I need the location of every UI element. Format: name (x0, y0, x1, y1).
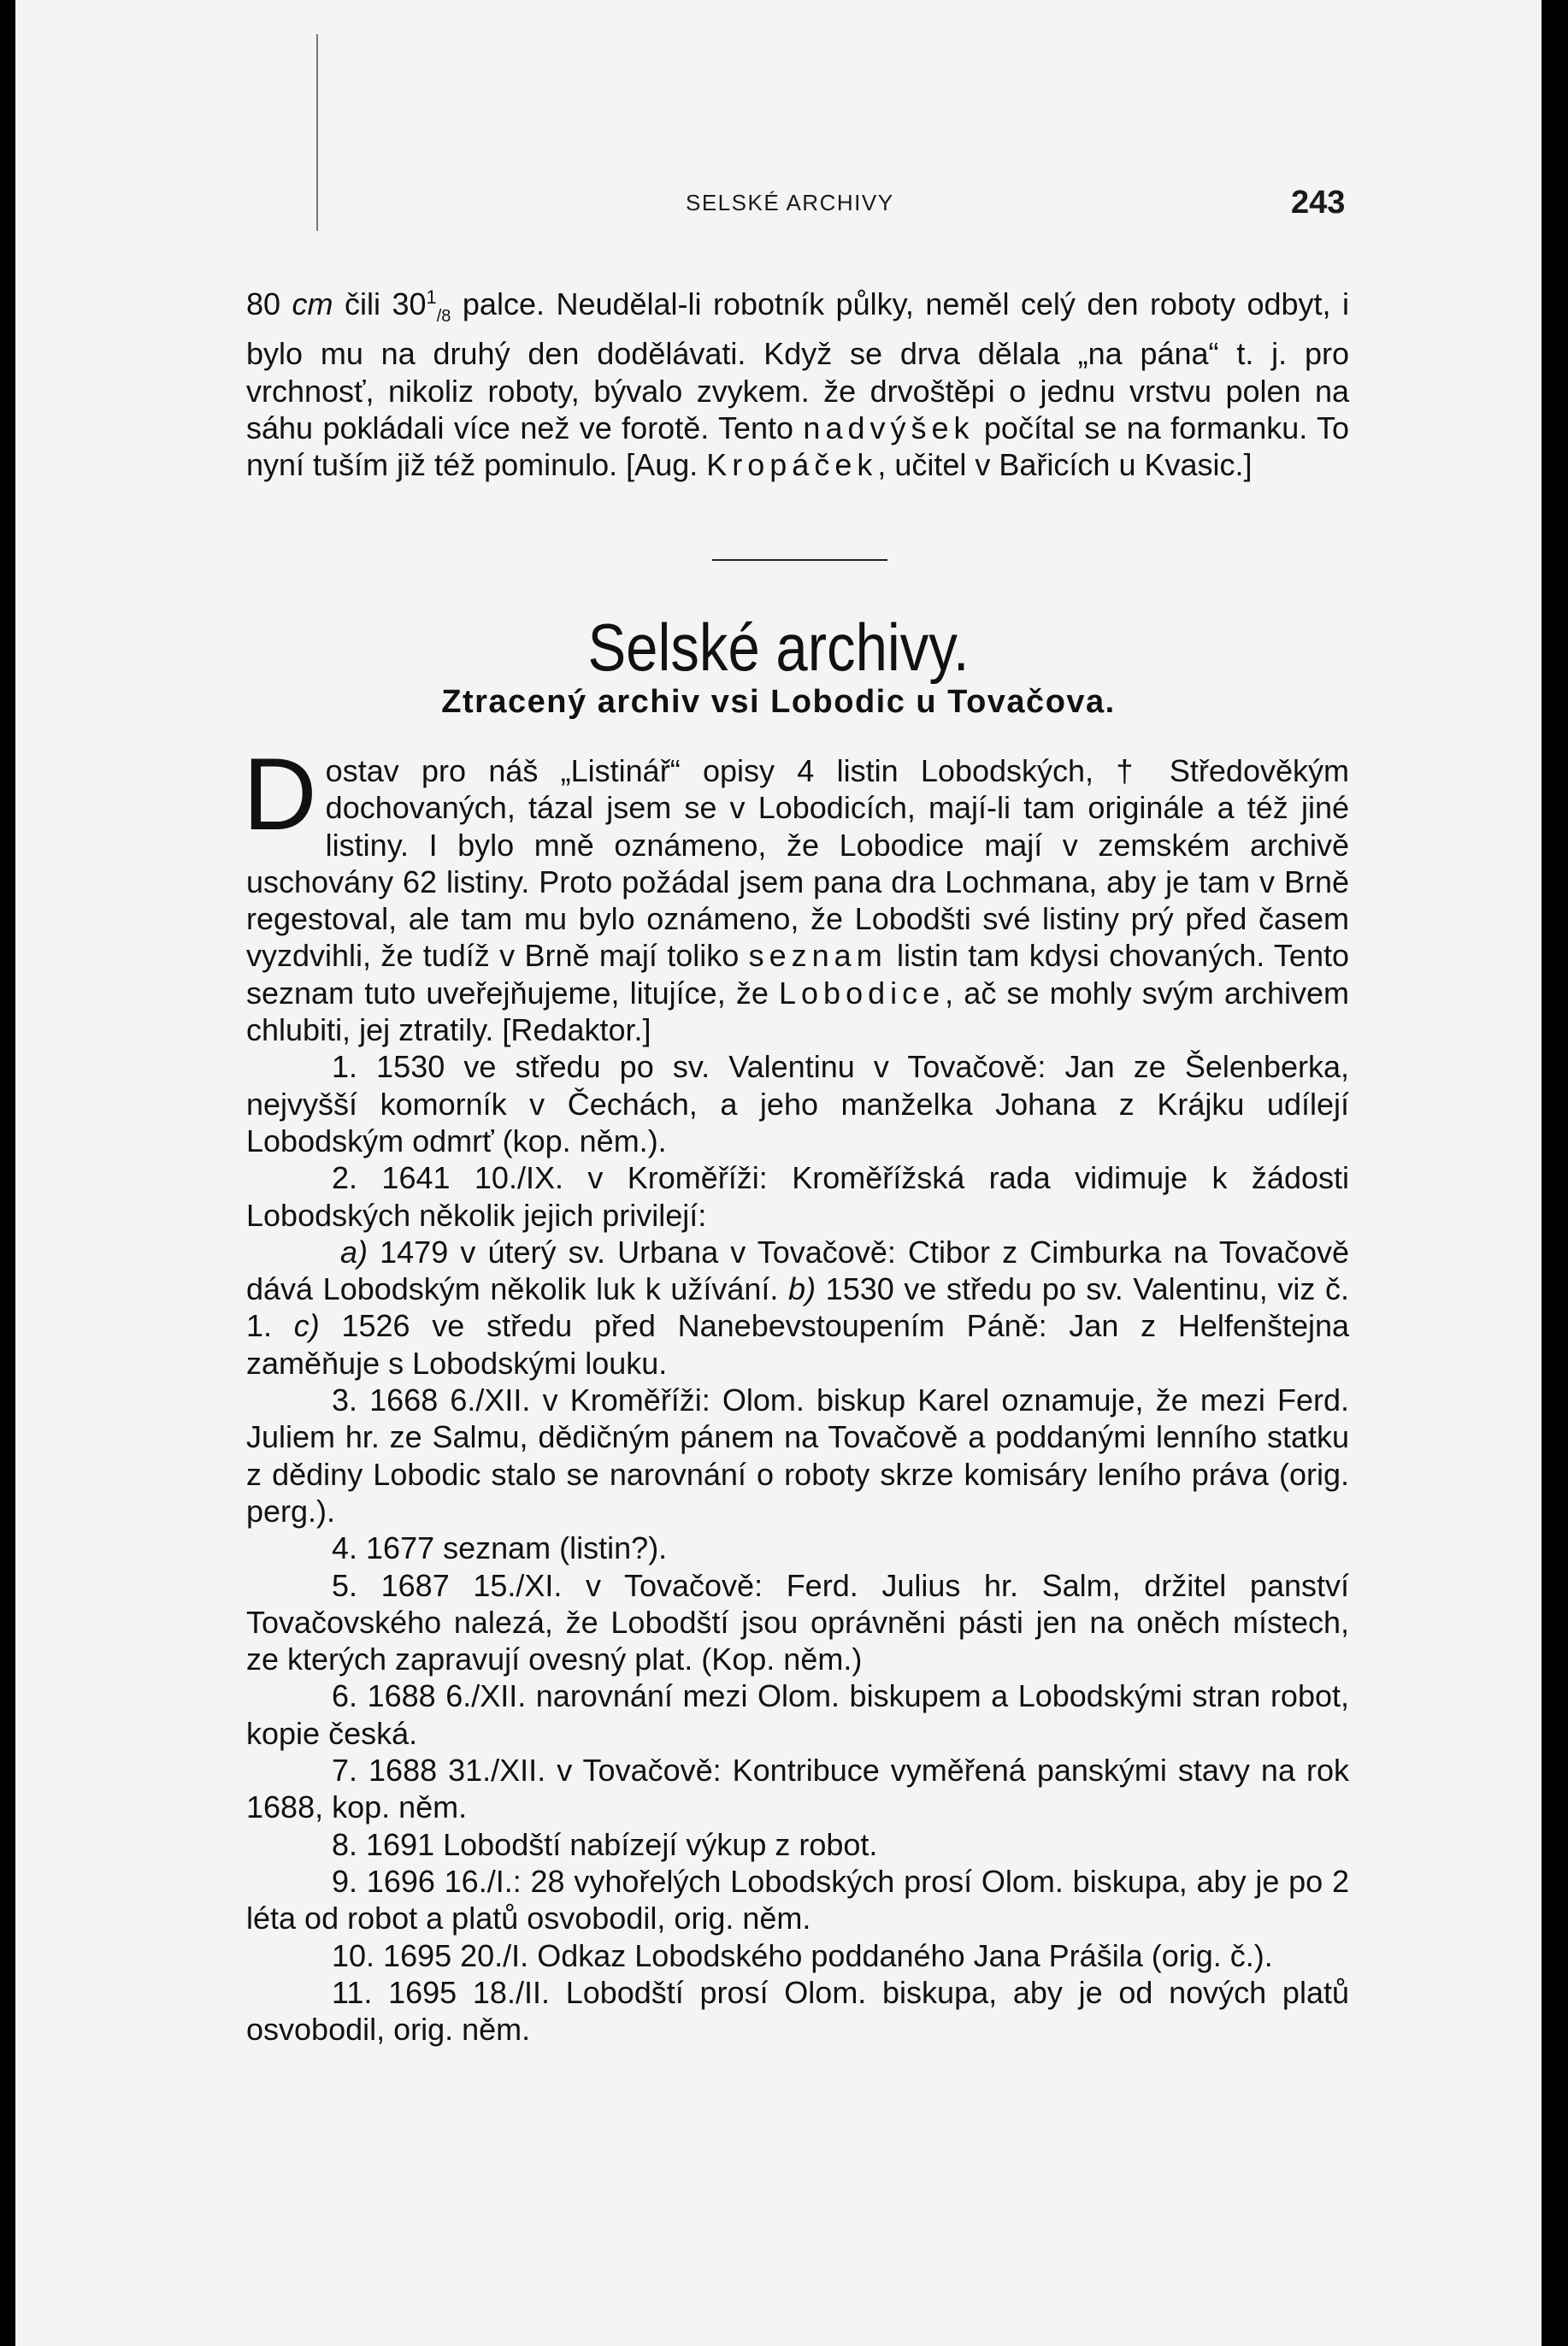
section-divider (712, 559, 887, 561)
page-binding-shadow (316, 34, 318, 231)
article-title: Selské archivy. (587, 610, 970, 685)
list-item: 4. 1677 seznam (listin?). (332, 1530, 668, 1566)
continued-text (246, 279, 1349, 484)
list-item: 10. 1695 20./I. Odkaz Lobodského poddaného Jana Prášila (orig. č.). (332, 1937, 1273, 1973)
article-body (243, 737, 1350, 2048)
drop-cap: D (243, 737, 317, 852)
running-title: SELSKÉ ARCHIVY (686, 190, 894, 215)
continued-paragraph: 80 cm čili $30^1_{/8}$ palce. Neudělal-li robotník půlky, neměl celý den roboty odbyt, i bylo mu na druhý den dodělávati. Když se drva dělala „na pána“ t. j. pro vrchnosť, nikoliz roboty, bývalo zvykem. že drvoštěpi o jednu vrstvu polen na sáhu pokládali více než ve forotě. Tento nadvýšek počítal se na formanku. To nyní tuším již též pominulo. [Aug. Kropáček, učitel v Bařicích u Kvasic.] (246, 286, 1350, 483)
list-item: 5. 1687 15./XI. v Tovačově: Ferd. Julius hr. Salm, držitel panství Tovačovského nalezá, že Lobodští jsou oprávněni pásti jen na oněch místech, ze kterých zapravují ovesný plat. (Kop. něm.) (246, 1567, 1349, 1677)
article-subtitle: Ztracený archiv vsi Lobodic u Tovačova. (441, 684, 1116, 720)
list-item: 7. 1688 31./XII. v Tovačově: Kontribuce vyměřená panskými stavy na rok 1688, kop. něm. (246, 1753, 1349, 1825)
list-item: 11. 1695 18./II. Lobodští prosí Olom. biskupa, aby je od nových platů osvobodil, orig. něm. (246, 1974, 1349, 2048)
list-item: 2. 1641 10./IX. v Kroměříži: Kroměřížská rada vidimuje k žádosti Lobodských několik jejich privilejí: (246, 1160, 1349, 1233)
list-item: 3. 1668 6./XII. v Kroměříži: Olom. biskup Karel oznamuje, že mezi Ferd. Juliem hr. ze Salmu, dědičným pánem na Tovačově a poddanými lenního statku z dědiny Lobodic stalo se narovnání o roboty skrze komisáry leního práva (orig. perg.). (246, 1382, 1349, 1529)
page-number: 243 (1291, 185, 1346, 221)
intro-paragraph: Dostav pro náš „Listinář“ opisy 4 listin Lobodských, † Středověkým dochovaných, tázal jsem se v Lobodicích, mají-li tam originále a též jiné listiny. I bylo mně oznámeno, že Lobodice mají v zemském archivě uschovány 62 listiny. Proto požádal jsem pana dra Lochmana, aby je tam v Brně regestoval, ale tam mu bylo oznámeno, že Lobodšti své listiny prý před časem vyzdvihli, že tudíž v Brně mají toliko seznam listin tam kdysi chovaných. Tento seznam tuto uveřejňujeme, litujíce, že Lobodice, ač se mohly svým archivem chlubiti, jej ztratily. [Redaktor.] (243, 737, 1349, 1048)
list-item: 8. 1691 Lobodští nabízejí výkup z robot. (332, 1826, 878, 1862)
list-item: 9. 1696 16./I.: 28 vyhořelých Lobodských prosí Olom. biskupa, aby je po 2 léta od robot a platů osvobodil, orig. něm. (246, 1863, 1349, 1936)
list-item-subentries: a) 1479 v úterý sv. Urbana v Tovačově: Ctibor z Cimburka na Tovačově dává Lobodským několik luk k užívání. b) 1530 ve středu po sv. Valentinu, viz č. 1. c) 1526 ve středu před Nanebevstoupením Páně: Jan z Helfenštejna zaměňuje s Lobodskými louku. (246, 1234, 1350, 1381)
book-page (15, 0, 1541, 2346)
list-item: 1. 1530 ve středu po sv. Valentinu v Tovačově: Jan ze Šelenberka, nejvyšší komorník v Čechách, a jeho manželka Johana z Krájku udílejí Lobodským odmrť (kop. něm.). (246, 1049, 1349, 1158)
list-item: 6. 1688 6./XII. narovnání mezi Olom. biskupem a Lobodskými stran robot, kopie česká. (246, 1678, 1349, 1751)
